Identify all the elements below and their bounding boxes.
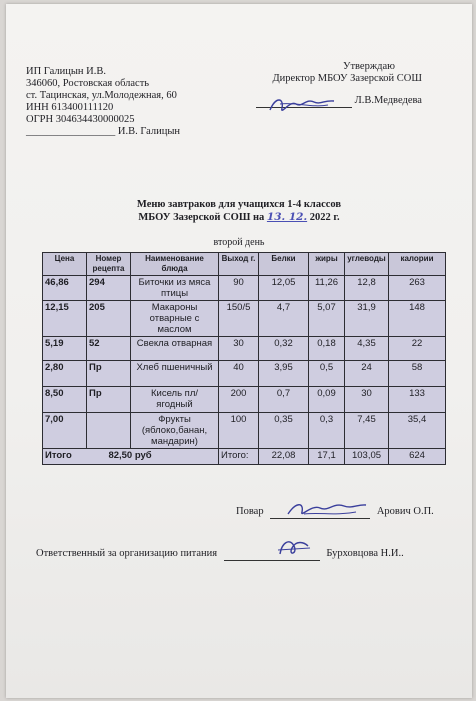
supplier-block bbox=[26, 66, 180, 138]
cell-recipe: 205 bbox=[87, 301, 131, 337]
cell-yield: 40 bbox=[219, 361, 259, 387]
table-row bbox=[43, 337, 446, 361]
total-label-cell bbox=[43, 449, 219, 465]
cell-dish: Свекла отварная bbox=[131, 337, 219, 361]
approval-position: Директор МБОУ Зазерской СОШ bbox=[272, 73, 422, 84]
cell-recipe: Пр bbox=[87, 387, 131, 413]
cell-fat: 0,5 bbox=[309, 361, 345, 387]
col-header-fat: жиры bbox=[309, 253, 345, 276]
cell-recipe: Пр bbox=[87, 361, 131, 387]
table-row bbox=[43, 387, 446, 413]
table-row bbox=[43, 413, 446, 449]
document-sheet bbox=[6, 4, 472, 698]
cell-kcal: 22 bbox=[389, 337, 446, 361]
menu-title-suffix: 2022 г. bbox=[309, 212, 340, 223]
responsible-name: Бурховцова Н.И.. bbox=[326, 548, 404, 559]
total-label: Итого bbox=[45, 450, 72, 461]
cell-yield: 30 bbox=[219, 337, 259, 361]
cook-label: Повар bbox=[236, 506, 264, 517]
menu-title-line2 bbox=[6, 211, 472, 224]
cell-fat: 0,18 bbox=[309, 337, 345, 361]
col-header-kcal: калории bbox=[389, 253, 446, 276]
cell-price: 8,50 bbox=[43, 387, 87, 413]
supplier-ogrn: ОГРН 304634430000025 bbox=[26, 114, 135, 125]
cell-carbs: 4,35 bbox=[345, 337, 389, 361]
cell-recipe bbox=[87, 413, 131, 449]
cell-recipe: 52 bbox=[87, 337, 131, 361]
table-row bbox=[43, 301, 446, 337]
total-protein: 22,08 bbox=[259, 449, 309, 465]
cell-kcal: 35,4 bbox=[389, 413, 446, 449]
cell-protein: 0,32 bbox=[259, 337, 309, 361]
cell-yield: 150/5 bbox=[219, 301, 259, 337]
cell-protein: 3,95 bbox=[259, 361, 309, 387]
total-sum: 82,50 руб bbox=[108, 450, 152, 461]
col-header-dish: Наименование блюда bbox=[131, 253, 219, 276]
menu-day-label: второй день bbox=[213, 237, 265, 248]
supplier-inn: ИНН 613400111120 bbox=[26, 102, 114, 113]
table-header-row bbox=[43, 253, 446, 276]
cook-name: Арович О.П. bbox=[376, 506, 434, 517]
cell-dish: Макароны отварные с маслом bbox=[131, 301, 219, 337]
col-header-protein: Белки bbox=[259, 253, 309, 276]
total-carbs: 103,05 bbox=[345, 449, 389, 465]
total-kcal: 624 bbox=[389, 449, 446, 465]
col-header-carbs: углеводы bbox=[345, 253, 389, 276]
table-row bbox=[43, 361, 446, 387]
cell-recipe: 294 bbox=[87, 276, 131, 301]
cell-protein: 12,05 bbox=[259, 276, 309, 301]
supplier-address-2: ст. Тацинская, ул.Молодежная, 60 bbox=[26, 90, 177, 101]
cook-signature-scribble bbox=[284, 498, 368, 520]
total-fat: 17,1 bbox=[309, 449, 345, 465]
cell-protein: 0,7 bbox=[259, 387, 309, 413]
supplier-address-1: 346060, Ростовская область bbox=[26, 78, 150, 89]
approval-heading: Утверждаю bbox=[343, 61, 395, 72]
cell-carbs: 31,9 bbox=[345, 301, 389, 337]
cell-price: 7,00 bbox=[43, 413, 87, 449]
responsible-signature-line bbox=[36, 548, 404, 561]
cell-fat: 0,09 bbox=[309, 387, 345, 413]
col-header-yield: Выход г. bbox=[219, 253, 259, 276]
cell-price: 5,19 bbox=[43, 337, 87, 361]
cell-dish: Биточки из мяса птицы bbox=[131, 276, 219, 301]
supplier-signature-blank: _________________ bbox=[26, 126, 116, 137]
responsible-label: Ответственный за организацию питания bbox=[36, 548, 218, 559]
cell-fat: 5,07 bbox=[309, 301, 345, 337]
cell-carbs: 24 bbox=[345, 361, 389, 387]
director-signature-scribble bbox=[266, 92, 338, 118]
cell-kcal: 58 bbox=[389, 361, 446, 387]
cell-carbs: 7,45 bbox=[345, 413, 389, 449]
table-row bbox=[43, 276, 446, 301]
menu-table bbox=[42, 252, 446, 465]
table-total-row bbox=[43, 449, 446, 465]
supplier-signature-name: И.В. Галицын bbox=[117, 126, 181, 137]
cell-fat: 0,3 bbox=[309, 413, 345, 449]
cell-fat: 11,26 bbox=[309, 276, 345, 301]
cell-yield: 200 bbox=[219, 387, 259, 413]
menu-title-prefix: МБОУ Зазерской СОШ на bbox=[138, 212, 265, 223]
col-header-price: Цена bbox=[43, 253, 87, 276]
cell-dish: Хлеб пшеничный bbox=[131, 361, 219, 387]
responsible-signature-scribble bbox=[274, 536, 314, 560]
cell-yield: 90 bbox=[219, 276, 259, 301]
cell-yield: 100 bbox=[219, 413, 259, 449]
approval-signature-name: Л.В.Медведева bbox=[354, 95, 422, 106]
col-header-recipe: Номер рецепта bbox=[87, 253, 131, 276]
cell-protein: 4,7 bbox=[259, 301, 309, 337]
cell-protein: 0,35 bbox=[259, 413, 309, 449]
supplier-name: ИП Галицын И.В. bbox=[26, 66, 106, 77]
cell-carbs: 30 bbox=[345, 387, 389, 413]
cell-price: 46,86 bbox=[43, 276, 87, 301]
cell-dish: Фрукты (яблоко,банан, мандарин) bbox=[131, 413, 219, 449]
cell-price: 2,80 bbox=[43, 361, 87, 387]
cell-price: 12,15 bbox=[43, 301, 87, 337]
cell-kcal: 148 bbox=[389, 301, 446, 337]
menu-title-line1: Меню завтраков для учащихся 1-4 классов bbox=[136, 199, 342, 210]
cell-carbs: 12,8 bbox=[345, 276, 389, 301]
supplier-signature-line bbox=[26, 126, 180, 138]
cell-kcal: 133 bbox=[389, 387, 446, 413]
menu-date-handwritten: 13. 12. bbox=[266, 211, 308, 223]
total-label-2: Итого: bbox=[219, 449, 259, 465]
cell-kcal: 263 bbox=[389, 276, 446, 301]
cell-dish: Кисель пл/ягодный bbox=[131, 387, 219, 413]
